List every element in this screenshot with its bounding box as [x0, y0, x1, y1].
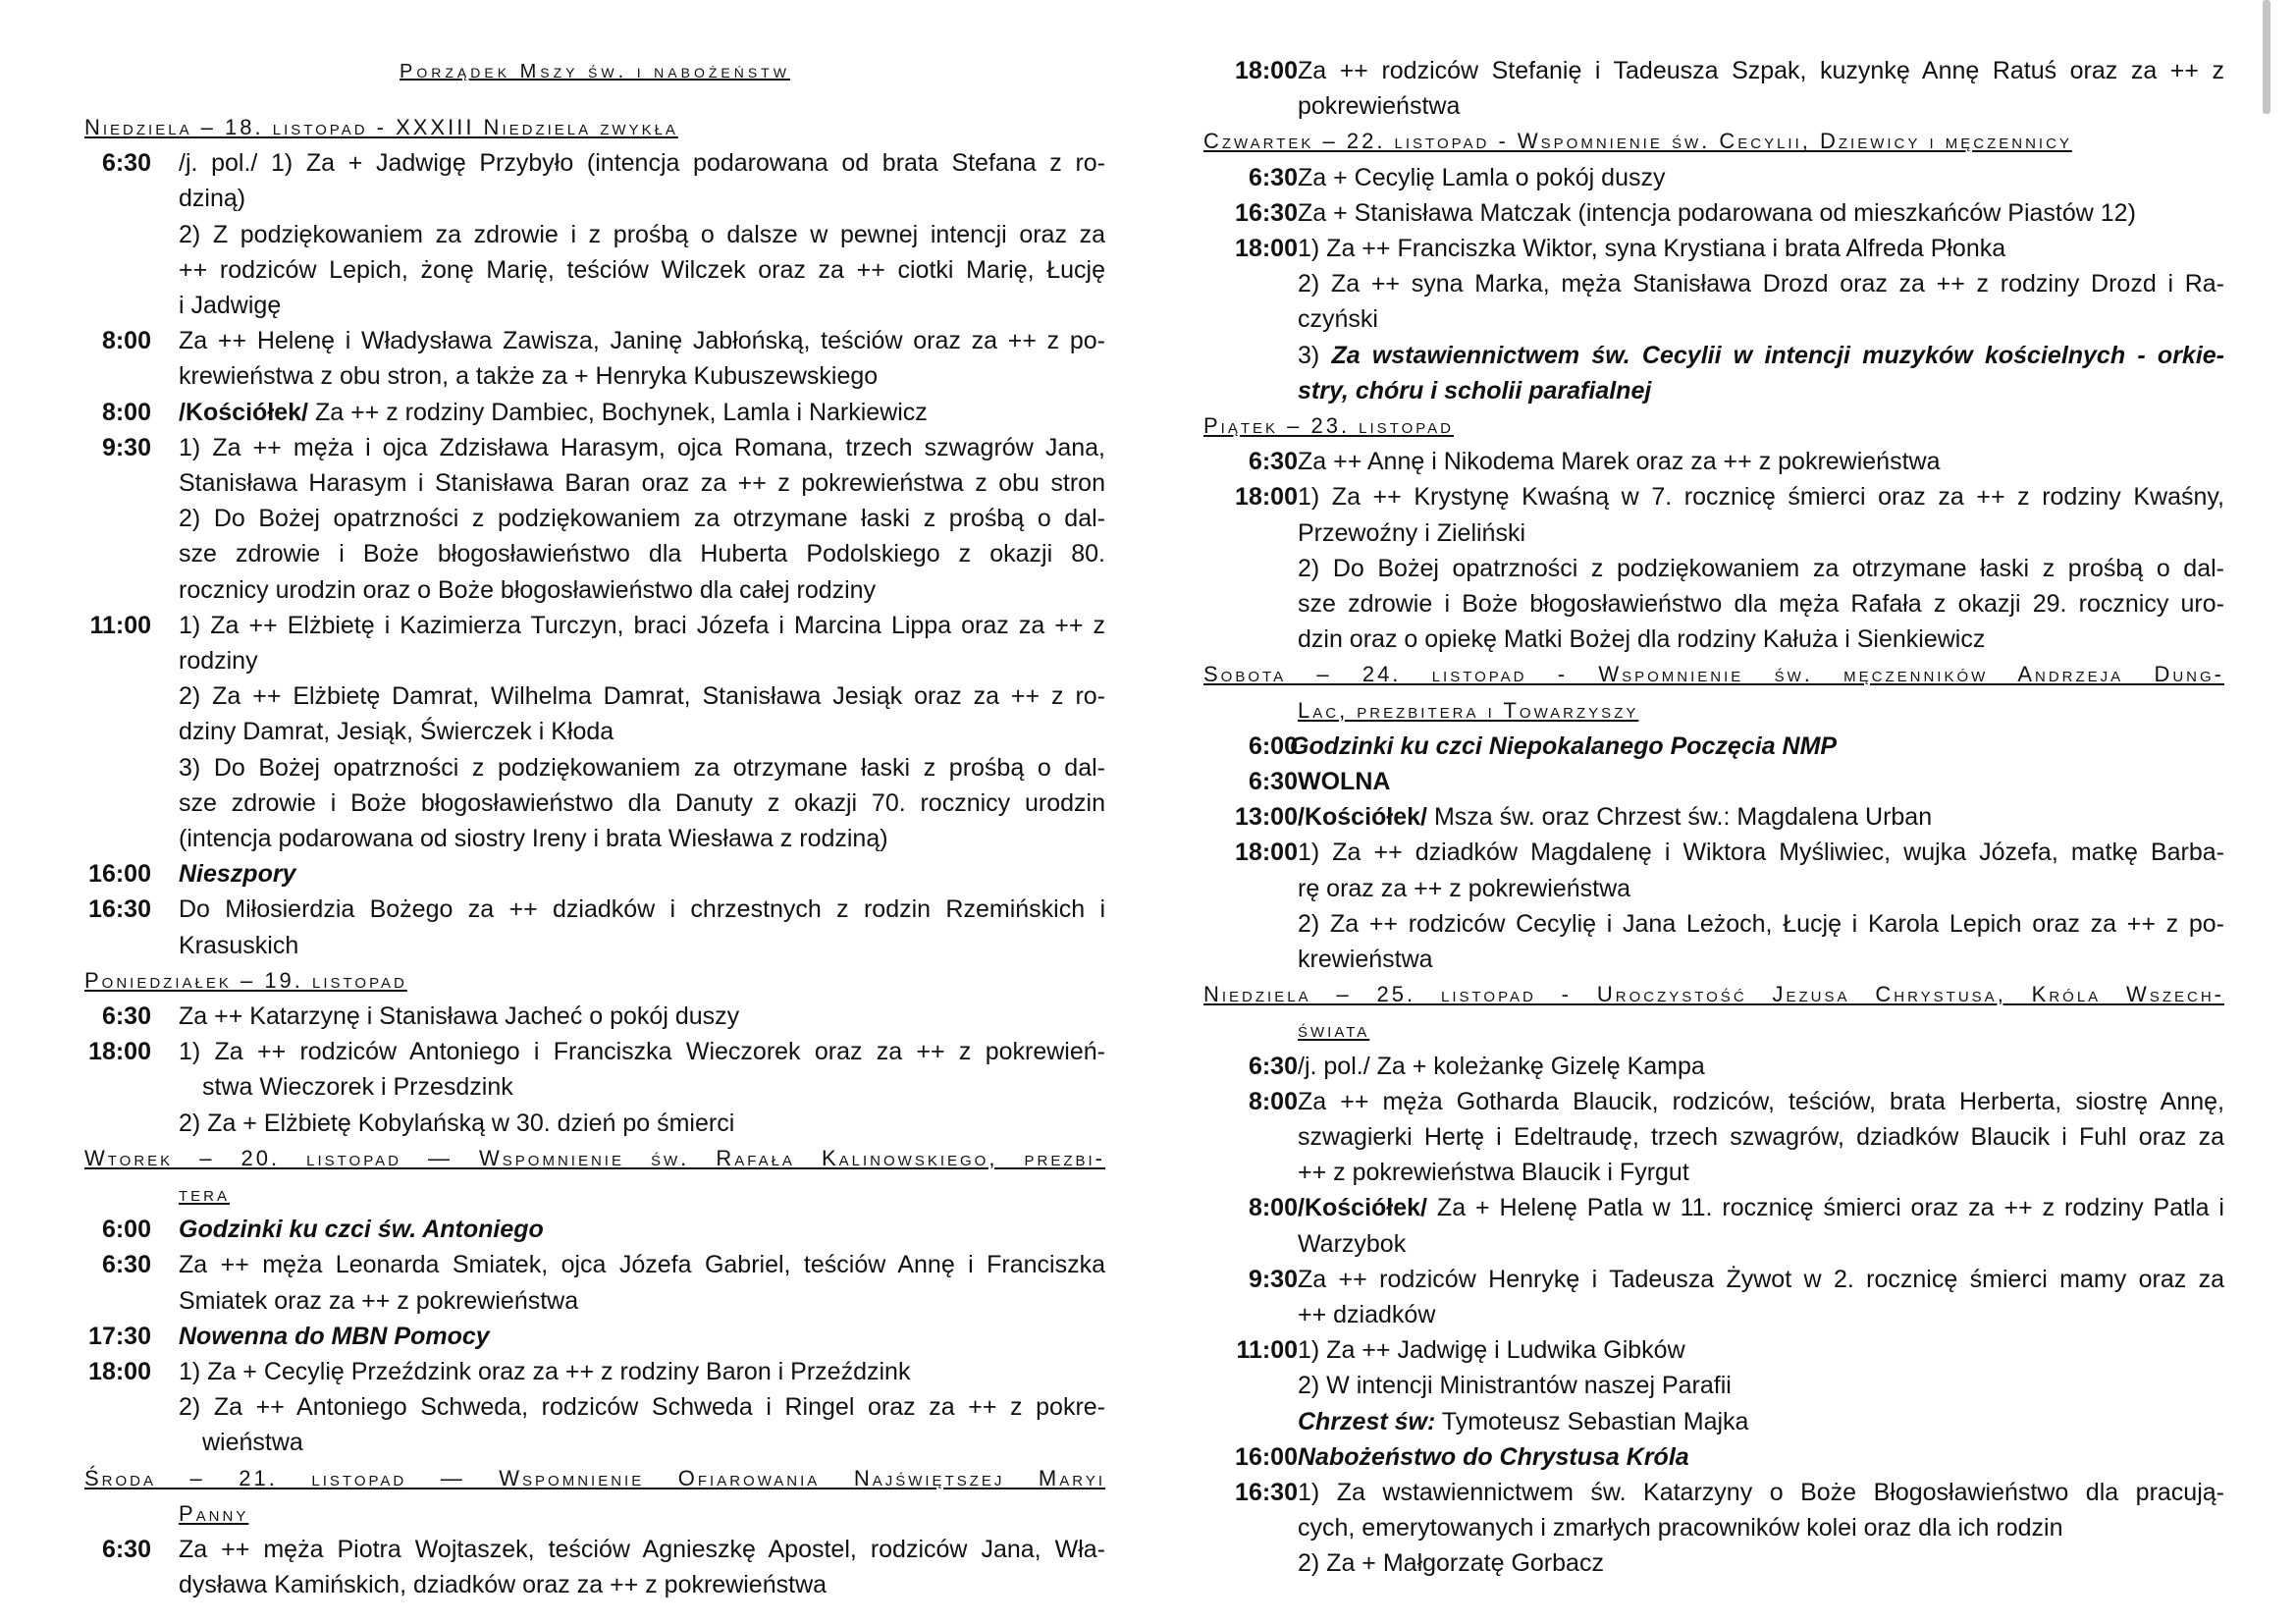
entry-prefix: /Kościółek/ — [179, 398, 308, 426]
entry-text — [179, 465, 1105, 501]
entry-time: 8:00 — [101, 327, 151, 355]
schedule-entry — [1203, 160, 2224, 195]
section-heading: Środa – 21. listopad — Wspomnienie Ofiarowania Najświętszej Maryi — [84, 1465, 1105, 1490]
entry-body: 1) Za ++ dziadków Magdalenę i Wiktora Myśliwiec, wujka Józefa, matkę Barba- — [1298, 839, 2224, 867]
schedule-entry — [84, 892, 1105, 927]
entry-time: 16:30 — [1235, 1479, 1298, 1506]
entry-body: dziną) — [179, 185, 246, 213]
schedule-entry — [84, 1354, 1105, 1389]
entry-text — [1298, 799, 2224, 835]
section-heading: Wtorek – 20. listopad — Wspomnienie św. Rafała Kalinowskiego, prezbi- — [84, 1145, 1106, 1170]
entry-text — [1298, 1155, 2224, 1190]
section-heading: Piątek – 23. listopad — [1203, 413, 1454, 438]
entry-time: 8:00 — [101, 398, 151, 426]
entry-body: 2) Do Bożej opatrzności z podziękowaniem za otrzymane łaski z prośbą o dal- — [179, 505, 1105, 533]
entry-body: Za ++ rodziców Stefanię i Tadeusza Szpak, kuzynkę Annę Ratuś oraz za ++ z — [1298, 57, 2224, 84]
entry-prefix: /Kościółek/ — [1298, 803, 1427, 832]
schedule-continuation — [84, 1069, 1105, 1105]
schedule-continuation — [1203, 301, 2224, 337]
schedule-continuation — [84, 1567, 1105, 1602]
section-heading: tera — [179, 1181, 231, 1206]
entry-body: 2) Za ++ Antoniego Schweda, rodziców Schweda i Ringel oraz za ++ z pokre- — [179, 1393, 1105, 1422]
entry-body: Nowenna do MBN Pomocy — [179, 1322, 490, 1350]
entry-text — [1298, 1332, 2224, 1368]
entry-text — [179, 430, 1105, 465]
entry-text — [179, 608, 1105, 643]
entry-body: Smiatek oraz za ++ z pokrewieństwa — [179, 1286, 579, 1315]
entry-body: Za + Cecylię Lamla o pokój duszy — [1298, 163, 1666, 191]
entry-time: 18:00 — [1235, 235, 1298, 262]
schedule-continuation — [1203, 1155, 2224, 1190]
entry-body: Msza św. oraz Chrzest św.: Magdalena Urban — [1427, 803, 1933, 832]
schedule-continuation — [84, 678, 1105, 714]
entry-body: 3) Do Bożej opatrzności z podziękowaniem za otrzymane łaski z prośbą o dal- — [179, 753, 1105, 782]
entry-time: 18:00 — [1235, 57, 1298, 84]
entry-body: Za ++ męża Piotra Wojtaszek, teściów Agnieszkę Apostel, rodziców Jana, Wła- — [179, 1536, 1105, 1563]
entry-text — [179, 536, 1105, 571]
entry-time: 6:30 — [101, 149, 151, 178]
entry-text — [1298, 195, 2224, 231]
entry-text — [179, 1567, 1105, 1602]
schedule-entry — [84, 1212, 1105, 1247]
entry-text — [179, 145, 1105, 181]
schedule-entry — [84, 323, 1105, 358]
schedule-continuation — [1203, 586, 2224, 622]
schedule-entry — [1203, 1190, 2224, 1225]
entry-body: i Jadwigę — [179, 292, 282, 319]
schedule-continuation — [84, 1389, 1105, 1425]
entry-text — [1298, 266, 2224, 301]
section-heading: Poniedziałek – 19. listopad — [84, 967, 407, 993]
entry-text — [179, 1106, 1105, 1141]
entry-time: 17:30 — [88, 1322, 151, 1350]
section-heading: Niedziela – 25. listopad - Uroczystość Jezusa Chrystusa, Króla Wszech- — [1203, 982, 2224, 1007]
entry-body: sze zdrowie i Boże błogosławieństwo dla Huberta Podolskiego z okazji 80. — [179, 540, 1105, 568]
schedule-entry — [84, 145, 1105, 181]
page-title: Porządek Mszy św. i nabożeństw — [400, 61, 790, 82]
schedule-entry — [1203, 729, 2224, 764]
entry-body: (intencja podarowana od siostry Ireny i brata Wiesława z rodziną) — [179, 825, 888, 852]
entry-body: Za ++ Katarzynę i Stanisława Jacheć o pokój duszy — [179, 1002, 740, 1030]
schedule-continuation — [84, 288, 1105, 323]
schedule-entry — [1203, 231, 2224, 266]
schedule-continuation — [1203, 551, 2224, 586]
entry-body: 1) Za ++ męża i ojca Zdzisława Harasym, ojca Romana, trzech szwagrów Jana, — [179, 433, 1105, 461]
entry-text — [179, 288, 1105, 323]
entry-text — [1298, 444, 2224, 479]
entry-text — [179, 217, 1105, 252]
entry-text — [179, 1283, 1105, 1319]
entry-time: 6:30 — [101, 1002, 151, 1030]
entry-text — [1298, 906, 2224, 942]
schedule-continuation — [1203, 622, 2224, 657]
entry-text — [179, 181, 1105, 216]
entry-body: ++ dziadków — [1298, 1301, 1436, 1328]
entry-text — [179, 501, 1105, 536]
schedule-entry — [84, 395, 1105, 430]
section-heading: Niedziela – 18. listopad - XXXIII Niedziela zwykła — [84, 115, 678, 139]
entry-text — [1298, 586, 2224, 622]
entry-text — [179, 750, 1105, 785]
schedule-continuation — [84, 536, 1105, 571]
schedule-entry — [1203, 1439, 2224, 1475]
entry-body: pokrewieństwa — [1298, 92, 1461, 121]
section-heading: Czwartek – 22. listopad - Wspomnienie św. Cecylii, Dziewicy i męczennicy — [1203, 129, 2072, 154]
entry-text — [1298, 88, 2224, 124]
schedule-continuation — [84, 821, 1105, 856]
entry-text — [1298, 515, 2224, 551]
entry-time: 18:00 — [88, 1358, 151, 1385]
schedule-continuation — [1203, 1119, 2224, 1155]
section-heading: Sobota – 24. listopad - Wspomnienie św. męczenników Andrzeja Dung- — [1203, 662, 2224, 687]
schedule-entry — [1203, 53, 2224, 88]
schedule-entry — [1203, 1262, 2224, 1297]
entry-body: Za ++ męża Gotharda Blaucik, rodziców, teściów, brata Herberta, siostrę Annę, — [1298, 1087, 2224, 1115]
entry-body: rocznicy urodzin oraz o Boże błogosławieństwo dla całej rodziny — [179, 575, 877, 604]
entry-body: Stanisława Harasym i Stanisława Baran oraz za ++ z pokrewieństwa z obu stron — [179, 469, 1105, 497]
entry-text — [179, 323, 1105, 358]
entry-text — [1298, 871, 2224, 906]
entry-body: Nabożeństwo do Chrystusa Króla — [1298, 1442, 1689, 1471]
entry-text — [179, 892, 1105, 927]
schedule-continuation — [84, 358, 1105, 394]
entry-text — [179, 714, 1105, 749]
entry-time: 8:00 — [1248, 1087, 1298, 1115]
entry-body: 2) Za + Elżbietę Kobylańską w 30. dzień po śmierci — [179, 1109, 735, 1137]
entry-time: 9:30 — [101, 433, 151, 461]
entry-body: Za ++ z rodziny Dambiec, Bochynek, Lamla i Narkiewicz — [308, 398, 928, 426]
entry-text — [1298, 622, 2224, 657]
entry-body: krewieństwa — [1298, 946, 1433, 973]
entry-body: 2) Za ++ syna Marka, męża Stanisława Drozd oraz za ++ z rodziny Drozd i Ra- — [1298, 270, 2224, 298]
schedule-continuation — [84, 465, 1105, 501]
entry-body: stwa Wieczorek i Przesdzink — [202, 1073, 513, 1102]
entry-body: sze zdrowie i Boże błogosławieństwo dla męża Rafała z okazji 29. rocznicy uro- — [1298, 590, 2224, 618]
entry-text — [179, 1354, 1105, 1389]
schedule-continuation — [84, 572, 1105, 608]
entry-time: 11:00 — [1236, 1336, 1298, 1365]
schedule-entry — [84, 1247, 1105, 1282]
entry-body: Za wstawiennictwem św. Cecylii w intencji muzyków kościelnych - orkie- — [1331, 341, 2224, 369]
schedule-continuation — [1203, 871, 2224, 906]
entry-body: ++ z pokrewieństwa Blaucik i Fyrgut — [1298, 1159, 1689, 1187]
entry-text — [1298, 1545, 2224, 1581]
schedule-continuation — [84, 1425, 1105, 1460]
entry-text — [179, 1532, 1105, 1567]
schedule-continuation — [1203, 1404, 2224, 1439]
entry-text — [1298, 1226, 2224, 1262]
entry-text — [1298, 551, 2224, 586]
entry-time: 6:00 — [1248, 731, 1298, 760]
entry-text — [1298, 1297, 2224, 1332]
entry-text — [1298, 53, 2224, 88]
entry-text — [1298, 479, 2224, 514]
schedule-continuation — [1203, 1545, 2224, 1581]
schedule-continuation — [84, 1106, 1105, 1141]
entry-body: Godzinki ku czci Niepokalanego Poczęcia NMP — [1290, 731, 1838, 760]
entry-text — [1298, 231, 2224, 266]
schedule-continuation — [84, 750, 1105, 785]
entry-text — [202, 1069, 1105, 1105]
entry-body: Za ++ rodziców Henrykę i Tadeusza Żywot w 2. rocznicę śmierci mamy oraz za — [1298, 1265, 2224, 1293]
entry-body: WOLNA — [1298, 768, 1391, 795]
schedule-entry — [84, 856, 1105, 892]
entry-text — [179, 999, 1105, 1034]
entry-text — [1298, 301, 2224, 337]
entry-text — [1298, 373, 2224, 408]
section-heading: Panny — [179, 1500, 249, 1526]
entry-body: dzin oraz o opiekę Matki Bożej dla rodziny Kałuża i Sienkiewicz — [1298, 625, 1986, 654]
entry-time: 18:00 — [1235, 839, 1298, 867]
schedule-entry — [1203, 764, 2224, 799]
schedule-entry — [1203, 1049, 2224, 1084]
schedule-continuation — [1203, 373, 2224, 408]
entry-text — [1298, 1475, 2224, 1510]
entry-body: 1) Za wstawiennictwem św. Katarzyny o Boże Błogosławieństwo dla pracują- — [1298, 1479, 2224, 1506]
entry-text — [1298, 1119, 2224, 1155]
entry-text — [1298, 338, 2224, 373]
entry-body: Za ++ Helenę i Władysława Zawisza, Janinę Jabłońską, teściów oraz za ++ z po- — [179, 327, 1105, 355]
entry-body: /j. pol./ Za + koleżankę Gizelę Kampa — [1298, 1052, 1705, 1080]
entry-time: 18:00 — [88, 1038, 151, 1066]
entry-text — [1290, 729, 2224, 764]
schedule-entry — [84, 1034, 1105, 1069]
schedule-continuation — [1203, 906, 2224, 942]
schedule-continuation — [1203, 1368, 2224, 1403]
schedule-entry — [1203, 1332, 2224, 1368]
entry-time: 16:00 — [1235, 1442, 1298, 1471]
schedule-entry — [84, 1319, 1105, 1354]
entry-body: Przewoźny i Zieliński — [1298, 518, 1526, 547]
entry-body: krewieństwa z obu stron, a także za + Henryka Kubuszewskiego — [179, 362, 879, 391]
schedule-entry — [84, 1532, 1105, 1567]
entry-body: 1) Za ++ Elżbietę i Kazimierza Turczyn, braci Józefa i Marcina Lippa oraz za ++ z — [179, 611, 1105, 639]
entry-text — [179, 928, 1105, 963]
entry-body: 2) Z podziękowaniem za zdrowie i z prośbą o dalsze w pewnej intencji oraz za — [179, 220, 1105, 248]
entry-body: 1) Za ++ Franciszka Wiktor, syna Krystiana i brata Alfreda Płonka — [1298, 235, 2006, 262]
entry-body: dysława Kamińskich, dziadków oraz za ++ z pokrewieństwa — [179, 1571, 828, 1599]
entry-body: rodziny — [179, 647, 258, 675]
entry-time: 11:00 — [89, 611, 151, 639]
schedule-entry — [84, 430, 1105, 465]
schedule-continuation — [1203, 1297, 2224, 1332]
entry-text — [179, 785, 1105, 821]
schedule-continuation — [1203, 88, 2224, 124]
entry-text — [1298, 1510, 2224, 1545]
entry-body: stry, chóru i scholii parafialnej — [1298, 376, 1652, 405]
entry-body: 2) Do Bożej opatrzności z podziękowaniem za otrzymane łaski z prośbą o dal- — [1298, 554, 2224, 582]
entry-body: 1) Za ++ rodziców Antoniego i Franciszka Wieczorek oraz za ++ z pokrewień- — [179, 1038, 1105, 1066]
entry-body: czyński — [1298, 305, 1378, 334]
entry-text — [1298, 1439, 2224, 1475]
schedule-continuation — [1203, 1510, 2224, 1545]
entry-time: 6:30 — [1248, 163, 1298, 191]
entry-body: Do Miłosierdzia Bożego za ++ dziadków i chrzestnych z rodzin Rzemińskich i — [179, 895, 1105, 924]
entry-body: 1) Za + Cecylię Przeździnk oraz za ++ z rodziny Baron i Przeździnk — [179, 1358, 911, 1385]
entry-time: 6:30 — [1248, 448, 1298, 476]
schedule-continuation — [84, 714, 1105, 749]
entry-text — [1298, 1368, 2224, 1403]
entry-text — [179, 358, 1105, 394]
entry-text — [1298, 160, 2224, 195]
entry-body: /j. pol./ 1) Za + Jadwigę Przybyło (intencja podarowana od brata Stefana z ro- — [179, 149, 1105, 178]
entry-body: wieństwa — [202, 1429, 303, 1457]
entry-time: 6:30 — [101, 1251, 151, 1279]
schedule-entry — [1203, 444, 2224, 479]
entry-body: 1) Za ++ Jadwigę i Ludwika Gibków — [1298, 1336, 1685, 1365]
entry-text — [179, 1319, 1105, 1354]
schedule-continuation — [84, 501, 1105, 536]
entry-body: rę oraz za ++ z pokrewieństwa — [1298, 874, 1631, 902]
entry-body: Krasuskich — [179, 931, 299, 959]
entry-body: 1) Za ++ Krystynę Kwaśną w 7. rocznicę śmierci oraz za ++ z rodziny Kwaśny, — [1298, 483, 2224, 512]
entry-body: 2) Za ++ rodziców Cecylię i Jana Leżoch, Łucję i Karola Lepich oraz za ++ z po- — [1298, 909, 2224, 938]
entry-text — [1298, 764, 2224, 799]
entry-text — [179, 572, 1105, 608]
entry-text — [179, 252, 1105, 288]
entry-time: 16:30 — [1235, 198, 1298, 227]
schedule-entry — [84, 608, 1105, 643]
entry-body: sze zdrowie i Boże błogosławieństwo dla Danuty z okazji 70. rocznicy urodzin — [179, 788, 1105, 817]
schedule-entry — [1203, 799, 2224, 835]
entry-text — [1298, 942, 2224, 977]
entry-body: Za + Stanisława Matczak (intencja podarowana od mieszkańców Piastów 12) — [1298, 198, 2136, 227]
entry-body: Za ++ męża Leonarda Smiatek, ojca Józefa Gabriel, teściów Annę i Franciszka — [179, 1251, 1105, 1279]
schedule-continuation — [84, 252, 1105, 288]
entry-body: Warzybok — [1298, 1229, 1407, 1258]
entry-time: 6:30 — [1248, 768, 1298, 795]
schedule-continuation — [84, 1283, 1105, 1319]
entry-prefix: 3) — [1298, 341, 1332, 369]
entry-text — [1298, 1262, 2224, 1297]
entry-body: 2) W intencji Ministrantów naszej Parafii — [1298, 1372, 1732, 1400]
entry-time: 6:30 — [1248, 1052, 1298, 1080]
entry-time: 16:00 — [88, 860, 151, 889]
entry-text — [202, 1425, 1105, 1460]
entry-time: 9:30 — [1248, 1265, 1298, 1293]
entry-time: 6:00 — [101, 1216, 151, 1244]
entry-body: cych, emerytowanych i zmarłych pracowników kolei oraz dla ich rodzin — [1298, 1514, 2063, 1543]
schedule-continuation — [1203, 338, 2224, 373]
entry-body: Za ++ Annę i Nikodema Marek oraz za ++ z pokrewieństwa — [1298, 448, 1941, 476]
entry-time: 13:00 — [1235, 803, 1298, 832]
schedule-continuation — [84, 217, 1105, 252]
entry-text — [179, 856, 1105, 892]
scrollbar[interactable] — [2263, 0, 2270, 114]
entry-time: 6:30 — [101, 1536, 151, 1563]
schedule-entry — [84, 999, 1105, 1034]
entry-text — [179, 1247, 1105, 1282]
entry-text — [1298, 835, 2224, 870]
entry-text — [179, 1212, 1105, 1247]
entry-text — [1298, 1049, 2224, 1084]
entry-text — [179, 1389, 1105, 1425]
entry-body: Za + Helenę Patla w 11. rocznicę śmierci oraz za ++ z rodziny Patla i — [1427, 1194, 2224, 1222]
entry-time: 16:30 — [88, 895, 151, 924]
schedule-entry — [1203, 1475, 2224, 1510]
entry-text — [1298, 1190, 2224, 1225]
entry-body: Nieszpory — [179, 860, 296, 889]
schedule-continuation — [1203, 266, 2224, 301]
schedule-continuation — [84, 181, 1105, 216]
schedule-continuation — [84, 785, 1105, 821]
entry-text — [179, 643, 1105, 678]
entry-label: Chrzest św: — [1298, 1407, 1436, 1435]
schedule-entry — [1203, 195, 2224, 231]
entry-body: Godzinki ku czci św. Antoniego — [179, 1216, 544, 1244]
schedule-entry — [1203, 479, 2224, 514]
entry-text — [179, 821, 1105, 856]
schedule-entry — [1203, 835, 2224, 870]
entry-body: 2) Za + Małgorzatę Gorbacz — [1298, 1549, 1604, 1578]
entry-text — [179, 395, 1105, 430]
entry-time: 8:00 — [1248, 1194, 1298, 1222]
entry-prefix: /Kościółek/ — [1298, 1194, 1427, 1222]
entry-text — [1298, 1084, 2224, 1119]
entry-text — [179, 678, 1105, 714]
entry-body: szwagierki Hertę i Edeltraudę, trzech szwagrów, dziadków Blaucik i Fuhl oraz za — [1298, 1123, 2224, 1151]
section-heading: świata — [1298, 1017, 1370, 1043]
schedule-continuation — [84, 643, 1105, 678]
schedule-continuation — [1203, 1226, 2224, 1262]
schedule-continuation — [84, 928, 1105, 963]
entry-body: ++ rodziców Lepich, żonę Marię, teściów Wilczek oraz za ++ ciotki Marię, Łucję — [179, 255, 1105, 284]
entry-body: Tymoteusz Sebastian Majka — [1435, 1407, 1749, 1435]
entry-body: 2) Za ++ Elżbietę Damrat, Wilhelma Damrat, Stanisława Jesiąk oraz za ++ z ro- — [179, 682, 1105, 711]
entry-text — [179, 1034, 1105, 1069]
entry-body: dziny Damrat, Jesiąk, Świerczek i Kłoda — [179, 718, 614, 746]
schedule-entry — [1203, 1084, 2224, 1119]
schedule-continuation — [1203, 515, 2224, 551]
entry-time: 18:00 — [1235, 483, 1298, 512]
entry-text — [1298, 1404, 2224, 1439]
schedule-continuation — [1203, 942, 2224, 977]
section-heading: Lac, prezbitera i Towarzyszy — [1298, 697, 1639, 723]
